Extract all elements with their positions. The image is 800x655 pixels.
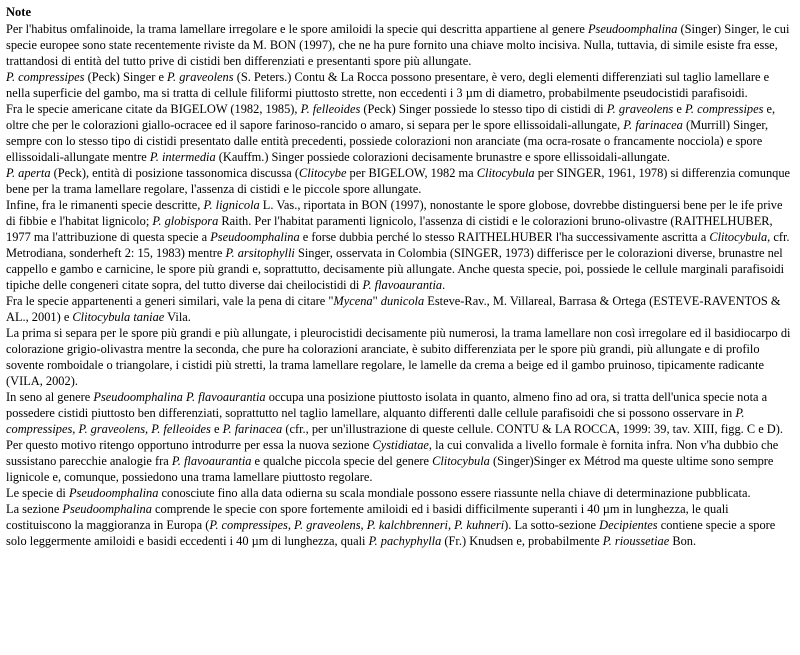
italic-text: Clitocybe — [298, 166, 347, 180]
text-run: Singer, osservata in Colombia (SINGER, 1973) differisce per le colorazioni diverse, brunastre nel cappello e gambo e carnicine, le spore più grandi e, soprattutto, decisamente più allungate. Anche questa specie, poi, possiede le cellule marginali parafisoidi tipiche delle congeneri citate sopra, del tutto diverse dai cheilocistidi di — [6, 246, 785, 292]
italic-text: P. compressipes, P. graveolens, P. felleoides — [6, 406, 745, 436]
document-body — [6, 21, 794, 549]
italic-text: Mycena — [333, 294, 373, 308]
italic-text: Decipientes — [599, 518, 658, 532]
text-run: (Singer)Singer ex Métrod ma queste ultime sono sempre lignicole e, comunque, possiedono una trama lamellare piuttosto regolare. — [6, 454, 774, 484]
italic-text: Pseudoomphalina — [587, 22, 678, 36]
text-run: e, oltre che per le colorazioni giallo-ocracee ed il sapore farinoso-rancido o amaro, si separa per le spore ellissoidali-allungate, — [6, 102, 776, 132]
italic-text: Pseudoomphalina — [62, 502, 152, 516]
text-run: (cfr., per un'illustrazione di queste cellule. CONTU & LA ROCCA, 1999: 39, tav. XIII, figg. C e D). Per questo motivo ritengo opportuno introdurre per essa la nuova sezione — [6, 422, 783, 452]
italic-text: P. farinacea — [623, 118, 683, 132]
paragraph — [6, 69, 794, 101]
paragraph — [6, 485, 794, 501]
paragraph — [6, 21, 794, 69]
text-run: (Peck) Singer e — [84, 70, 168, 84]
paragraph — [6, 101, 794, 165]
text-run: occupa una posizione piuttosto isolata in quanto, almeno fino ad ora, si tratta dell'unica specie nota a possedere cistidi piuttosto ben differenziati, soprattutto nel taglio lamellare, alquanto differenti dalle cellule parafisoidi che si possono osservare in — [6, 390, 768, 420]
italic-text: P. compressipes — [6, 70, 85, 84]
paragraph — [6, 197, 794, 293]
text-run: (Singer) Singer, le cui specie europee sono state recentemente riviste da M. BON (1997), che ne ha pure fornito una chiave molto incisiva. Nulla, tuttavia, di simile esiste fra esse, trattandosi di entità del tutto prive di cistidi ben differenziati e presentanti spore più allungate. — [6, 22, 790, 68]
italic-text: Pseudoomphalina — [68, 486, 159, 500]
italic-text: P. compressipes — [684, 102, 764, 116]
text-run: Le specie di — [6, 486, 69, 500]
italic-text: P. globispora — [152, 214, 219, 228]
italic-text: Cystidiatae — [372, 438, 429, 452]
text-run: L. Vas., riportata in BON (1997), nonostante le spore globose, dovrebbe distinguersi bene per le ife prive di fibbie e l'habitat lignicolo; — [6, 198, 783, 228]
italic-text: P. felleoides — [300, 102, 361, 116]
italic-text: P. flavoaurantia — [171, 454, 252, 468]
paragraph — [6, 325, 794, 389]
text-run: e forse dubbia perché lo stesso RAITHELHUBER l'ha successivamente ascritta a — [299, 230, 710, 244]
text-run: e — [210, 422, 223, 436]
italic-text: Clitocybula — [432, 454, 490, 468]
text-run: Per l'habitus omfalinoide, la trama lamellare irregolare e le spore amiloidi la specie qui descritta appartiene al genere — [6, 22, 588, 36]
text-run: , cfr. Metrodiana, sonderheft 2: 15, 1983) mentre — [6, 230, 790, 260]
italic-text: P. graveolens — [167, 70, 234, 84]
italic-text: P. aperta — [6, 166, 51, 180]
text-run: per SINGER, 1961, 1978) si differenzia comunque bene per la trama lamellare regolare, l'assenza di cistidi e le piccole spore allungate. — [6, 166, 791, 196]
text-run: In seno al genere — [6, 390, 94, 404]
page-title: Note — [6, 5, 31, 19]
text-run: Vila. — [164, 310, 191, 324]
text-run: Infine, fra le rimanenti specie descritte, — [6, 198, 204, 212]
text-run: La prima si separa per le spore più grandi e più allungate, i pleurocistidi decisamente più numerosi, la trama lamellare non così irregolare ed il basidiocarpo di colorazione grigio-olivastra mentre la seconda, che pure ha colorazioni aranciate, è subito differenziata per le spore più grandi, più allungate e di profilo sovente romboidale o triangolare, i cistidi più stretti, la trama lamellare regolare, le lamelle da crema a beige ed il gambo pruinoso, tipicamente radicante (VILA, 2002). — [6, 326, 791, 388]
text-run: " — [372, 294, 381, 308]
italic-text: P. farinacea — [222, 422, 283, 436]
text-run: (Murrill) Singer, sempre con lo stesso tipo di cistidi presentato dalle entità precedenti, possiede colorazioni non aranciate (ma ocra-rosate o francamente nocciola) e spore ellissoidali-allungate mentre — [6, 118, 769, 164]
text-run: contiene specie a spore solo leggermente amiloidi e basidi eccedenti i 40 µm di lunghezza, quali — [6, 518, 776, 548]
italic-text: Pseudoomphalina — [210, 230, 300, 244]
text-run: Fra le specie appartenenti a generi similari, vale la pena di citare " — [6, 294, 334, 308]
italic-text: P. arsitophylli — [225, 246, 295, 260]
text-run: e qualche piccola specie del genere — [251, 454, 433, 468]
text-run: , la cui convalida a livello formale è fornita infra. Non v'ha dubbio che sussistano parecchie analogie fra — [6, 438, 779, 468]
italic-text: P. rioussetiae — [602, 534, 670, 548]
text-run: e — [673, 102, 685, 116]
italic-text: P. lignicola — [203, 198, 260, 212]
text-run: conosciute fino alla data odierna su scala mondiale possono essere riassunte nella chiave di determinazione pubblicata. — [158, 486, 751, 500]
paragraph — [6, 165, 794, 197]
paragraph — [6, 501, 794, 549]
text-run: (S. Peters.) Contu & La Rocca possono presentare, è vero, degli elementi differenziati sul taglio lamellare e nella superficie del gambo, ma si tratta di cellule filiformi piuttosto strette, non eccedenti i 3 µm di diametro, probabilmente pseudocistidi parafisoidi. — [6, 70, 770, 100]
paragraph — [6, 293, 794, 325]
text-run: Bon. — [669, 534, 697, 548]
text-run: per BIGELOW, 1982 ma — [346, 166, 477, 180]
italic-text: P. graveolens — [606, 102, 674, 116]
text-run: (Peck) Singer possiede lo stesso tipo di cistidi di — [360, 102, 607, 116]
text-run: Fra le specie americane citate da BIGELOW (1982, 1985), — [6, 102, 301, 116]
italic-text: P. compressipes, P. graveolens, P. kalchbrenneri, P. kuhneri — [209, 518, 505, 532]
text-run: . — [442, 278, 446, 292]
paragraph — [6, 389, 794, 485]
text-run: (Kauffm.) Singer possiede colorazioni decisamente brunastre e spore ellissoidali-allungate. — [215, 150, 670, 164]
italic-text: Clitocybula — [709, 230, 768, 244]
italic-text: dunicola — [380, 294, 425, 308]
text-run: Raith. Per l'habitat paramenti lignicolo, l'assenza di cistidi e le colorazioni bruno-olivastre (RAITHELHUBER, 1977 ma l'attribuzione di questa specie a — [6, 214, 773, 244]
italic-text: P. pachyphylla — [368, 534, 442, 548]
italic-text: Clitocybula taniae — [72, 310, 165, 324]
italic-text: P. flavoaurantia — [362, 278, 443, 292]
text-run: comprende le specie con spore fortemente amiloidi ed i basidi difficilmente superanti i 40 µm in lunghezza, le quali costituiscono la maggioranza in Europa ( — [6, 502, 729, 532]
italic-text: Clitocybula — [476, 166, 535, 180]
text-run: La sezione — [6, 502, 63, 516]
italic-text: Pseudoomphalina P. flavoaurantia — [93, 390, 266, 404]
text-run: ). La sotto-sezione — [504, 518, 600, 532]
text-run: (Peck), entità di posizione tassonomica discussa ( — [50, 166, 299, 180]
text-run: (Fr.) Knudsen e, probabilmente — [441, 534, 603, 548]
italic-text: P. intermedia — [149, 150, 216, 164]
text-run: Esteve-Rav., M. Villareal, Barrasa & Ortega (ESTEVE-RAVENTOS & AL., 2001) e — [6, 294, 781, 324]
